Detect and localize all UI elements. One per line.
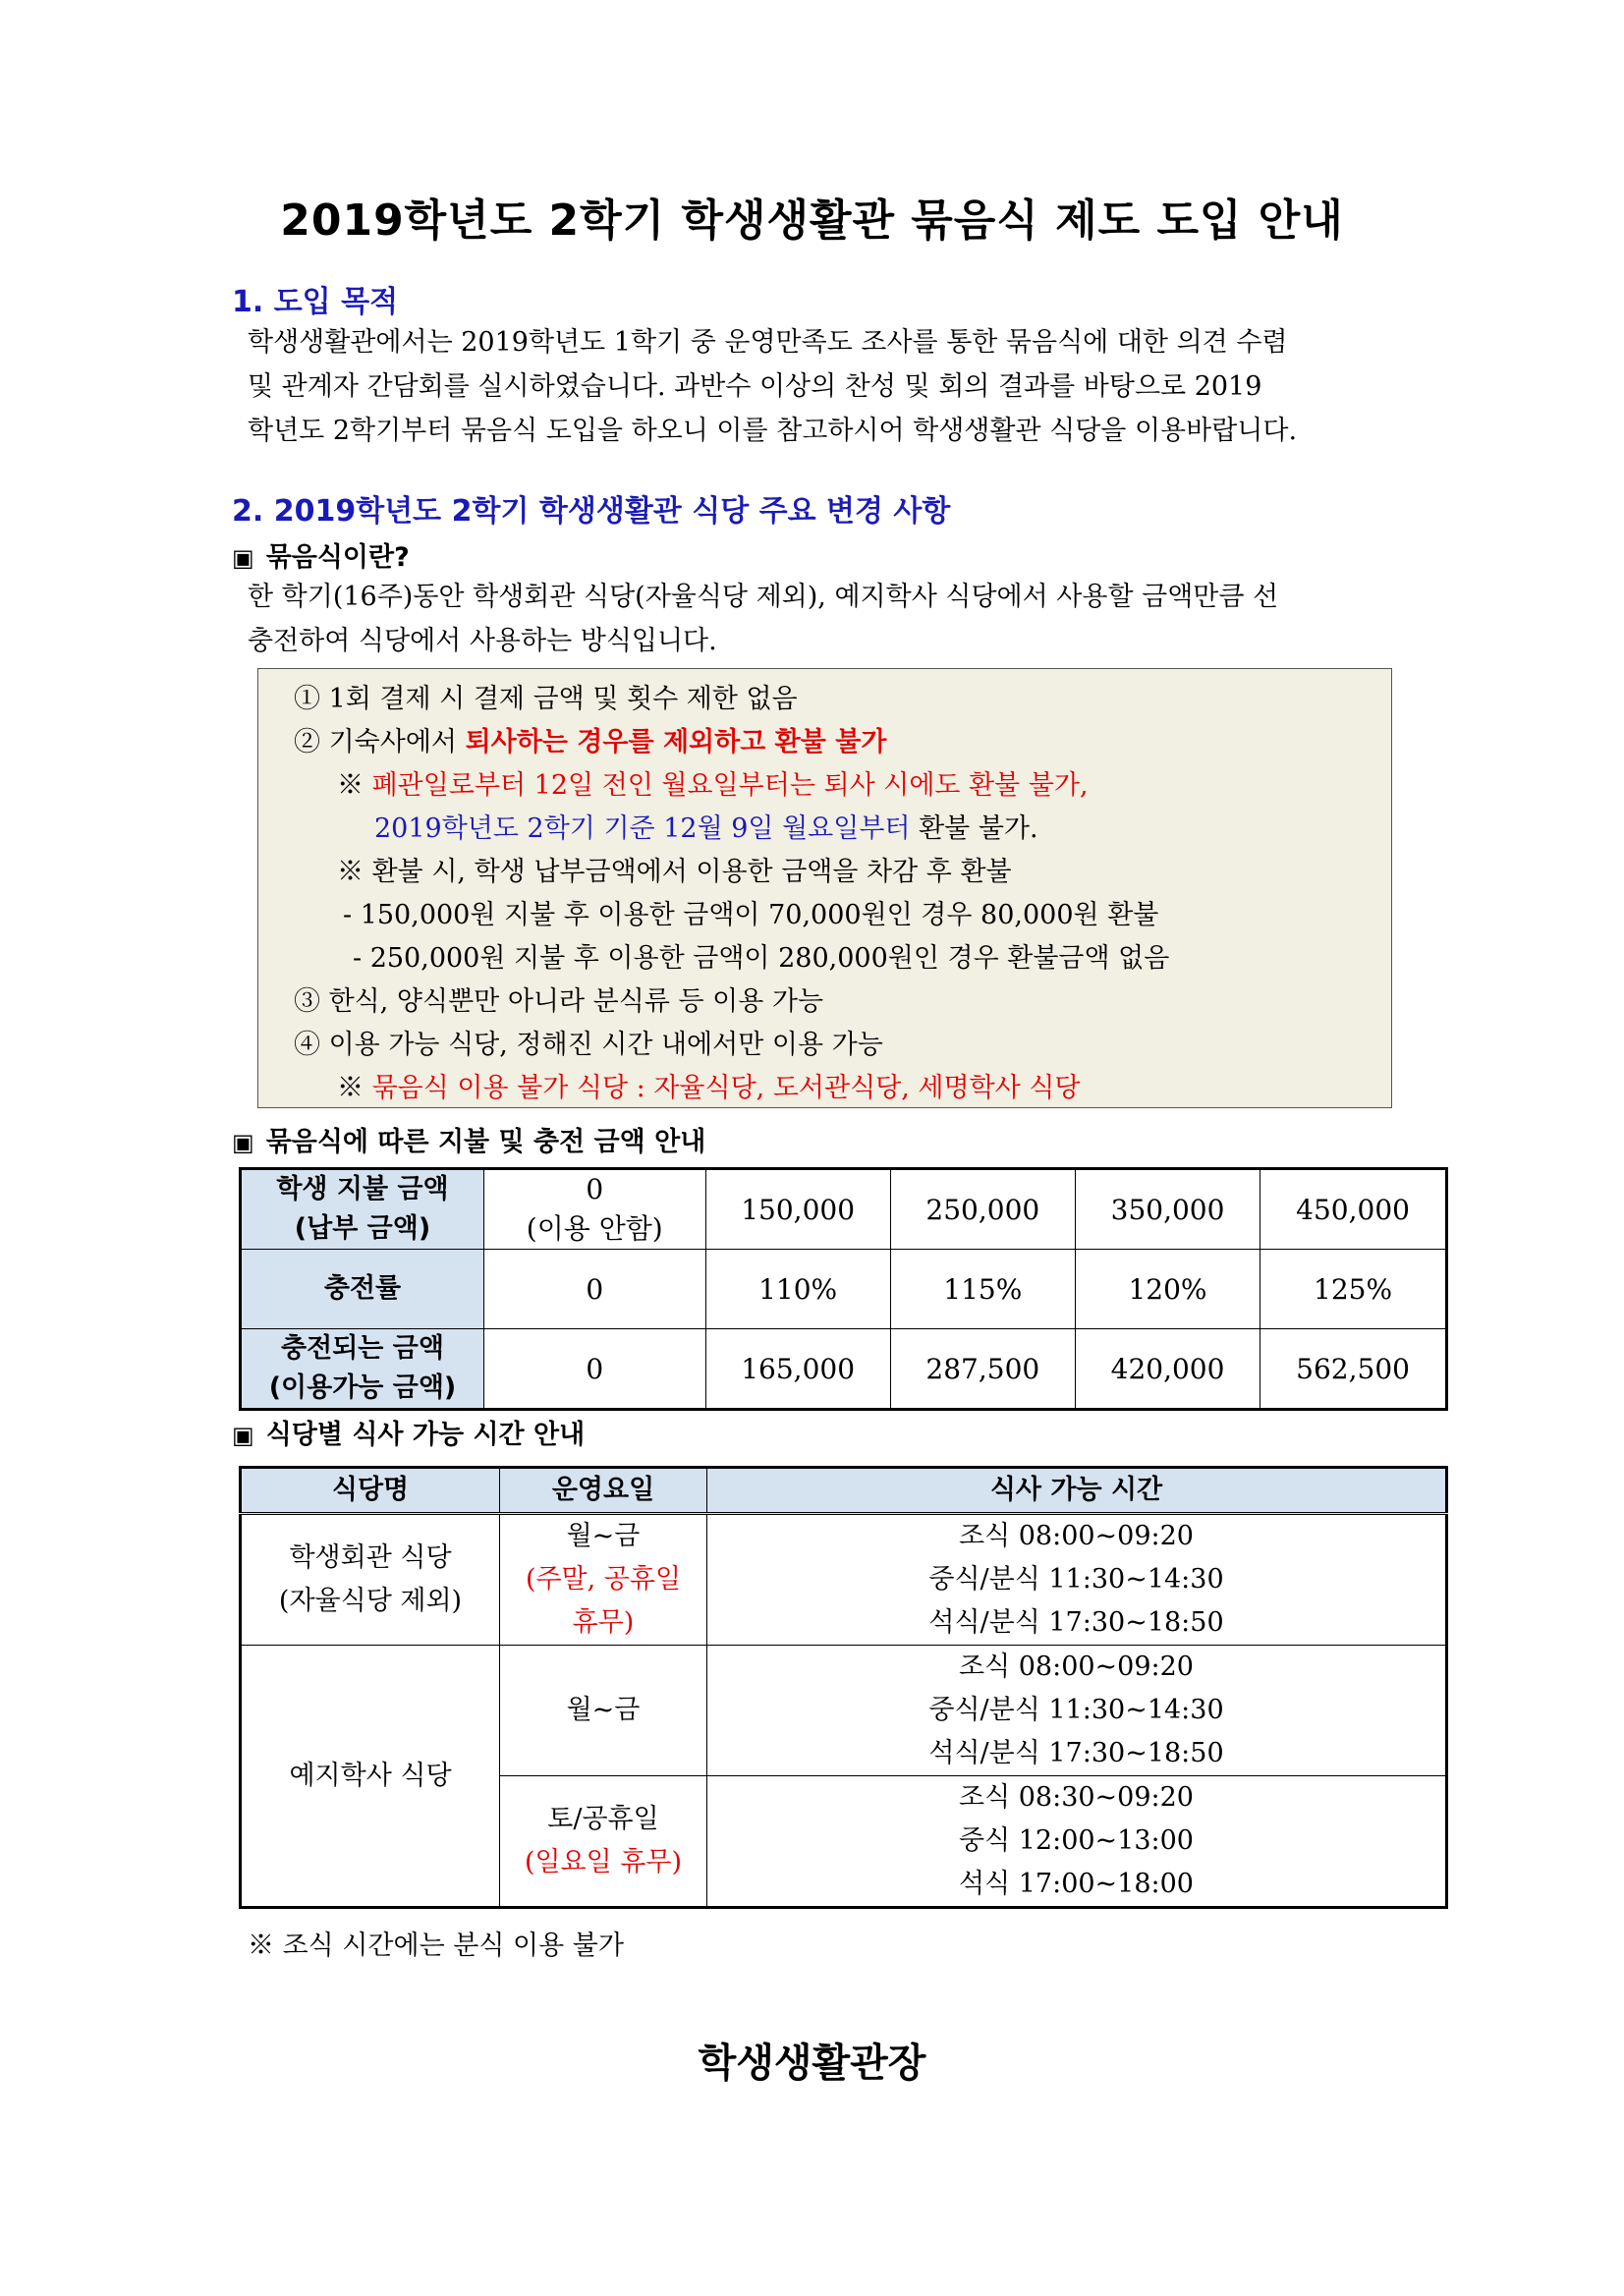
note-4-emphasis: 2019학년도 2학기 기준 12월 9일 월요일부터 — [374, 813, 911, 844]
table-row — [241, 1329, 1447, 1410]
header-line: (이용가능 금액) — [268, 1372, 457, 1403]
cell-line: 0 — [586, 1173, 604, 1205]
operating-days-cell: 월~금 — [500, 1646, 707, 1776]
note-9: ④ 이용 가능 식당, 정해진 시간 내에서만 이용 가능 — [294, 1030, 883, 1060]
reference-mark: ※ — [337, 770, 372, 801]
header-line: 학생 지불 금액 — [276, 1174, 449, 1204]
cell-line: (이용 안함) — [526, 1212, 663, 1245]
note-5: ※ 환불 시, 학생 납부금액에서 이용한 금액을 차감 후 환불 — [337, 857, 1012, 887]
cell-line: (주말, 공휴일 — [525, 1564, 682, 1595]
table-cell: 250,000 — [890, 1169, 1075, 1250]
table-row — [241, 1250, 1447, 1329]
note-4 — [374, 807, 1038, 845]
note-2 — [294, 720, 886, 758]
square-bullet-icon: ▣ — [232, 1129, 254, 1156]
table-cell: 287,500 — [890, 1329, 1075, 1410]
table-cell: 350,000 — [1075, 1169, 1260, 1250]
note-4-suffix: 환불 불가. — [910, 813, 1038, 844]
note-8: ③ 한식, 양식뿐만 아니라 분식류 등 이용 가능 — [294, 986, 824, 1017]
notes-box — [257, 668, 1392, 1108]
meal-times-cell — [707, 1776, 1447, 1908]
paragraph-line: 한 학기(16주)동안 학생회관 식당(자율식당 제외), 예지학사 식당에서 사용할 금액만큼 선 — [248, 582, 1279, 612]
cell-line: 중식/분식 11:30~14:30 — [928, 1564, 1224, 1595]
table-cell: 0 — [484, 1250, 706, 1329]
header-line: 충전되는 금액 — [281, 1333, 444, 1364]
note-10-emphasis: 묶음식 이용 불가 식당 : 자율식당, 도서관식당, 세명학사 식당 — [371, 1073, 1081, 1103]
table-cell: 420,000 — [1075, 1329, 1260, 1410]
footnote: ※ 조식 시간에는 분식 이용 불가 — [248, 1931, 624, 1961]
reference-mark: ※ — [337, 1073, 372, 1103]
cell-line: 월~금 — [566, 1521, 641, 1551]
cell-line: 석식/분식 17:30~18:50 — [928, 1607, 1224, 1638]
cell-line: 중식/분식 11:30~14:30 — [928, 1695, 1224, 1725]
square-bullet-icon: ▣ — [232, 544, 254, 572]
table-row — [241, 1514, 1447, 1646]
table-row — [241, 1169, 1447, 1250]
sub-heading-text: 묶음식에 따른 지불 및 충전 금액 안내 — [265, 1127, 706, 1157]
paragraph-line: 및 관계자 간담회를 실시하였습니다. 과반수 이상의 찬성 및 회의 결과를 바탕으로 2019 — [248, 371, 1262, 402]
document-title: 2019학년도 2학기 학생생활관 묶음식 제도 도입 안내 — [280, 196, 1344, 246]
cell-line: 휴무) — [572, 1607, 635, 1638]
paragraph-line: 학생생활관에서는 2019학년도 1학기 중 운영만족도 조사를 통한 묶음식에 대한 의견 수렴 — [248, 327, 1288, 358]
header-line: (납부 금액) — [294, 1213, 431, 1244]
paragraph-line: 충전하여 식당에서 사용하는 방식입니다. — [248, 626, 717, 656]
sub-heading-payment — [232, 1120, 705, 1158]
table-cell: 125% — [1260, 1250, 1447, 1329]
section1-paragraph — [248, 320, 1397, 453]
cell-line: 석식 17:00~18:00 — [959, 1869, 1194, 1899]
section1-heading: 1. 도입 목적 — [232, 285, 399, 319]
table-cell: 450,000 — [1260, 1169, 1447, 1250]
meal-times-cell — [707, 1514, 1447, 1646]
note-3-emphasis: 폐관일로부터 12일 전인 월요일부터는 퇴사 시에도 환불 불가, — [371, 770, 1089, 801]
restaurant-name-cell — [241, 1514, 500, 1646]
cell-line: 토/공휴일 — [547, 1804, 659, 1834]
operating-days-cell — [500, 1776, 707, 1908]
row-header-payment — [241, 1169, 484, 1250]
sub-heading-text: 식당별 식사 가능 시간 안내 — [265, 1420, 586, 1450]
cell-line: 조식 08:00~09:20 — [959, 1652, 1194, 1682]
cell-line: (자율식당 제외) — [278, 1586, 463, 1616]
cell-line: 조식 08:00~09:20 — [959, 1521, 1194, 1551]
square-bullet-icon: ▣ — [232, 1422, 254, 1449]
meal-times-cell — [707, 1646, 1447, 1776]
row-header-rate: 충전률 — [241, 1250, 484, 1329]
note-2-emphasis: 퇴사하는 경우를 제외하고 환불 불가 — [465, 727, 887, 757]
paragraph-line: 학년도 2학기부터 묶음식 도입을 하오니 이를 참고하시어 학생생활관 식당을 이용바랍니다. — [248, 416, 1298, 446]
sub-heading-hours — [232, 1413, 585, 1451]
table-cell: 150,000 — [705, 1169, 890, 1250]
cell-line: 조식 08:30~09:20 — [959, 1782, 1194, 1813]
signature: 학생생활관장 — [698, 2041, 926, 2086]
cell-line: 중식 12:00~13:00 — [959, 1825, 1194, 1856]
column-header: 식당명 — [241, 1468, 500, 1514]
note-10 — [337, 1066, 1080, 1104]
table-cell: 0 — [484, 1329, 706, 1410]
table-header-row — [241, 1468, 1447, 1514]
column-header: 식사 가능 시간 — [707, 1468, 1447, 1514]
note-6: - 150,000원 지불 후 이용한 금액이 70,000원인 경우 80,000원 환불 — [343, 900, 1159, 930]
table-cell — [484, 1169, 706, 1250]
sub-heading-text: 묶음식이란? — [265, 542, 410, 573]
table-cell: 115% — [890, 1250, 1075, 1329]
column-header: 운영요일 — [500, 1468, 707, 1514]
table-cell: 120% — [1075, 1250, 1260, 1329]
dining-hours-table — [239, 1466, 1448, 1909]
row-header-charged — [241, 1329, 484, 1410]
payment-table — [239, 1167, 1448, 1411]
note-1: ① 1회 결제 시 결제 금액 및 횟수 제한 없음 — [294, 684, 798, 714]
restaurant-name-cell: 예지학사 식당 — [241, 1646, 500, 1908]
cell-line: 석식/분식 17:30~18:50 — [928, 1738, 1224, 1768]
sub-heading-what-is — [232, 535, 410, 574]
what-is-paragraph — [248, 575, 1397, 663]
cell-line: (일요일 휴무) — [524, 1847, 683, 1877]
operating-days-cell — [500, 1514, 707, 1646]
cell-line: 학생회관 식당 — [289, 1542, 452, 1573]
note-3 — [337, 763, 1089, 802]
note-7: - 250,000원 지불 후 이용한 금액이 280,000원인 경우 환불금액 없음 — [353, 943, 1170, 974]
table-cell: 110% — [705, 1250, 890, 1329]
table-cell: 165,000 — [705, 1329, 890, 1410]
table-row — [241, 1646, 1447, 1776]
section2-heading: 2. 2019학년도 2학기 학생생활관 식당 주요 변경 사항 — [232, 494, 951, 529]
table-cell: 562,500 — [1260, 1329, 1447, 1410]
note-2-prefix: ② 기숙사에서 — [294, 727, 466, 757]
